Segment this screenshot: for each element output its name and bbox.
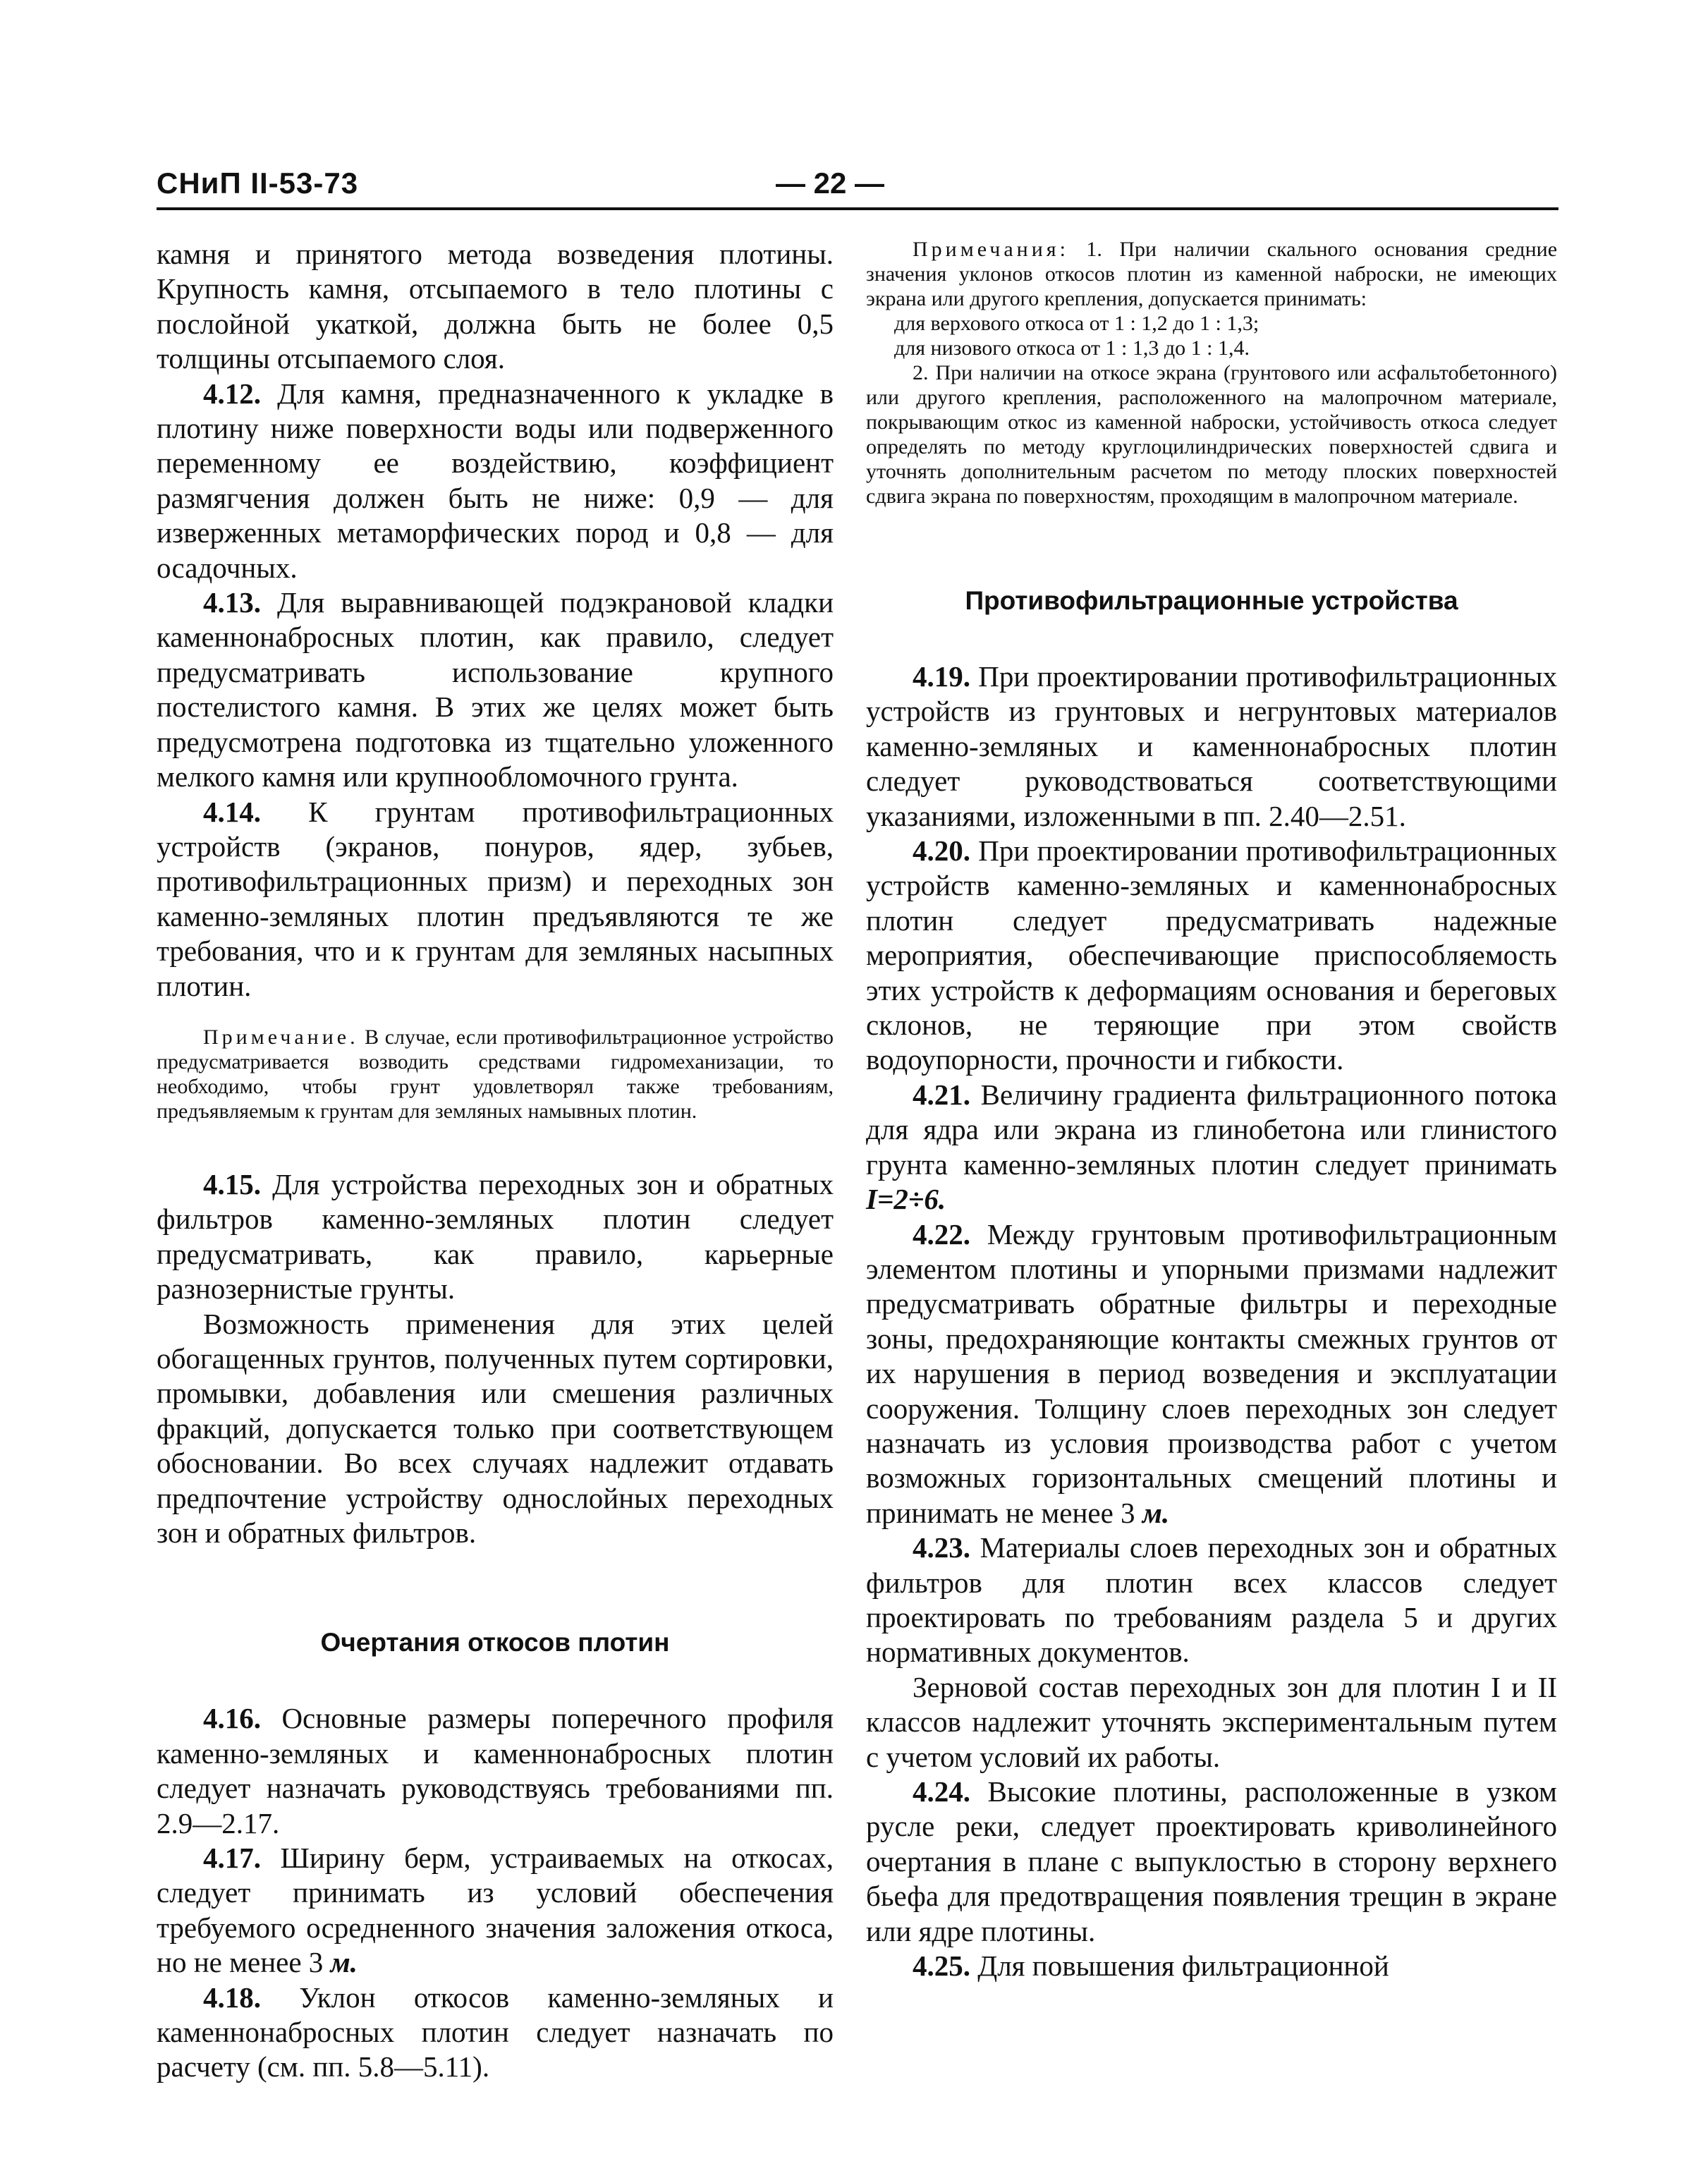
header-rule xyxy=(157,207,1558,210)
clause-number: 4.22. xyxy=(913,1217,970,1251)
clause-text: К грунтам противофильтрационных устройств (экранов, понуров, ядер, зубьев, противофильтрационных призм) и переходных зон каменно-земляных плотин предъявляются те же требования, что и к грунтам для земляных насыпных плотин. xyxy=(157,795,834,1002)
clause-text: Материалы слоев переходных зон и обратных фильтров для плотин всех классов следует проектировать по требованиям раздела 5 и других нормативных документов. xyxy=(866,1531,1558,1669)
unit-meters: м. xyxy=(1142,1496,1170,1529)
clause-4-14 xyxy=(157,795,834,1004)
note-text: В случае, если противофильтрационное устройство предусматривается возводить средствами гидромеханизации, то необходимо, чтобы грунт удовлетворял также требованиям, предъявляемым к грунтам для земляных намывных плотин. xyxy=(157,1025,834,1123)
clause-4-23 xyxy=(866,1531,1557,1670)
note-4-14 xyxy=(157,1025,834,1124)
note-1-downstream: для низового откоса от 1 : 1,3 до 1 : 1,4. xyxy=(894,336,1250,360)
clause-4-18 xyxy=(157,1981,834,2085)
clause-number: 4.17. xyxy=(203,1842,261,1875)
notes-label: Примечания: xyxy=(913,238,1069,261)
clause-text: Для повышения фильтрационной xyxy=(977,1949,1389,1983)
clause-number: 4.20. xyxy=(913,834,970,868)
clause-text: Для камня, предназначенного к укладке в плотину ниже поверхности воды или подверженного переменному ее воздействию, коэффициент размягчения должен быть не ниже: 0,9 — для изверженных метаморфических пород и 0,8 — для осадочных. xyxy=(157,377,834,584)
section-heading-slopes: Очертания откосов плотин xyxy=(320,1628,670,1657)
clause-4-24 xyxy=(866,1775,1557,1949)
clause-text: Между грунтовым противофильтрационным элементом плотины и упорными призмами надлежит предусматривать обратные фильтры и переходные зоны, предохраняющие контакты смежных грунтов от их нарушения в период возведения и эксплуатации сооружения. Толщину слоев переходных зон следует назначать из условия производства работ с учетом возможных горизонтальных смещений плотины и принимать не менее 3 xyxy=(866,1217,1557,1529)
clause-text: Высокие плотины, расположенные в узком русле реки, следует проектировать криволинейного очертания в плане с выпуклостью в сторону верхнего бьефа для предотвращения появления трещин в экране или ядре плотины. xyxy=(866,1775,1557,1947)
clause-4-19 xyxy=(866,659,1557,834)
clause-number: 4.16. xyxy=(203,1702,261,1735)
clause-4-23-paragraph-2: Зерновой состав переходных зон для плотин I и II классов надлежит уточнять экспериментальным путем с учетом условий их работы. xyxy=(866,1670,1557,1773)
clause-4-21 xyxy=(866,1078,1557,1217)
page-number: — 22 — xyxy=(776,166,885,200)
unit-meters: м. xyxy=(330,1946,358,1979)
clause-4-12 xyxy=(157,377,834,585)
left-column xyxy=(157,237,834,2085)
clause-4-13 xyxy=(157,585,834,794)
clause-number: 4.13. xyxy=(203,586,261,619)
clause-4-15 xyxy=(157,1167,834,1307)
right-column xyxy=(866,237,1557,1983)
gradient-formula: I=2÷6. xyxy=(866,1183,946,1216)
document-code: СНиП II-53-73 xyxy=(157,166,359,200)
clause-4-16 xyxy=(157,1701,834,1841)
clause-4-25 xyxy=(866,1949,1557,1983)
clause-text: При проектировании противофильтрационных устройств из грунтовых и негрунтовых материалов каменно-земляных и каменнонабросных плотин следует руководствоваться соответствующими указаниями, изложенными в пп. 2.40—2.51. xyxy=(866,660,1558,832)
section-heading-antifiltration: Противофильтрационные устройства xyxy=(965,586,1458,615)
notes-block-note-1 xyxy=(866,237,1557,311)
note-2: 2. При наличии на откосе экрана (грунтового или асфальтобетонного) или другого крепления, расположенного на малопрочном материале, покрывающим откос из каменной наброски, устойчивость откоса следует определять по методу круглоцилиндрических поверхностей сдвига и уточнять дополнительным расчетом по методу плоских поверхностей сдвига экрана по поверхностям, проходящим в малопрочном материале. xyxy=(866,361,1557,508)
clause-4-17 xyxy=(157,1841,834,1981)
clause-text: Основные размеры поперечного профиля каменно-земляных и каменнонабросных плотин следует назначать руководствуясь требованиями пп. 2.9—2.17. xyxy=(157,1702,834,1839)
paragraph-continuation: камня и принятого метода возведения плотины. Крупность камня, отсыпаемого в тело плотины с послойной укаткой, должна быть не более 0,5 толщины отсыпаемого слоя. xyxy=(157,238,834,375)
clause-text: Для выравнивающей подэкрановой кладки каменнонабросных плотин, как правило, следует предусматривать использование крупного постелистого камня. В этих же целях может быть предусмотрена подготовка из тщательно уложенного мелкого камня или крупнообломочного грунта. xyxy=(157,586,834,793)
clause-text: Ширину берм, устраиваемых на откосах, следует принимать из условий обеспечения требуемого осредненного значения заложения откоса, но не менее 3 xyxy=(157,1842,834,1979)
clause-number: 4.12. xyxy=(203,377,261,410)
clause-number: 4.23. xyxy=(913,1531,970,1564)
clause-text: При проектировании противофильтрационных устройств каменно-земляных и каменнонабросных плотин следует предусматривать надежные мероприятия, обеспечивающие приспособляемость этих устройств к деформациям основания и береговых склонов, не теряющие при этом свойств водоупорности, прочности и гибкости. xyxy=(866,834,1558,1076)
clause-number: 4.19. xyxy=(913,660,970,693)
clause-number: 4.25. xyxy=(913,1949,970,1983)
note-1-text: 1. При наличии скального основания средние значения уклонов откосов плотин из каменной наброски, не имеющих экрана или другого крепления, допускается принимать: xyxy=(866,238,1558,310)
clause-number: 4.14. xyxy=(203,795,261,828)
clause-number: 4.15. xyxy=(203,1167,261,1200)
clause-text: Величину градиента фильтрационного потока для ядра или экрана из глинобетона или глинистого грунта каменно-земляных плотин следует принимать xyxy=(866,1078,1558,1181)
note-1-upstream: для верхового откоса от 1 : 1,2 до 1 : 1,3; xyxy=(894,312,1259,335)
clause-number: 4.21. xyxy=(913,1078,970,1111)
clause-4-15-paragraph-2: Возможность применения для этих целей обогащенных грунтов, полученных путем сортировки, промывки, добавления или смешения различных фракций, допускается только при соответствующем обосновании. Во всех случаях надлежит отдавать предпочтение устройству однослойных переходных зон и обратных фильтров. xyxy=(157,1307,834,1549)
clause-text: Для устройства переходных зон и обратных фильтров каменно-земляных плотин следует предусматривать, как правило, карьерные разнозернистые грунты. xyxy=(157,1167,834,1306)
note-label: Примечание. xyxy=(203,1025,359,1049)
clause-number: 4.24. xyxy=(913,1775,970,1808)
clause-4-22 xyxy=(866,1217,1557,1531)
clause-number: 4.18. xyxy=(203,1981,261,2014)
clause-text: Уклон откосов каменно-земляных и каменнонабросных плотин следует назначать по расчету (см. пп. 5.8—5.11). xyxy=(157,1981,834,2083)
clause-4-20 xyxy=(866,834,1557,1078)
